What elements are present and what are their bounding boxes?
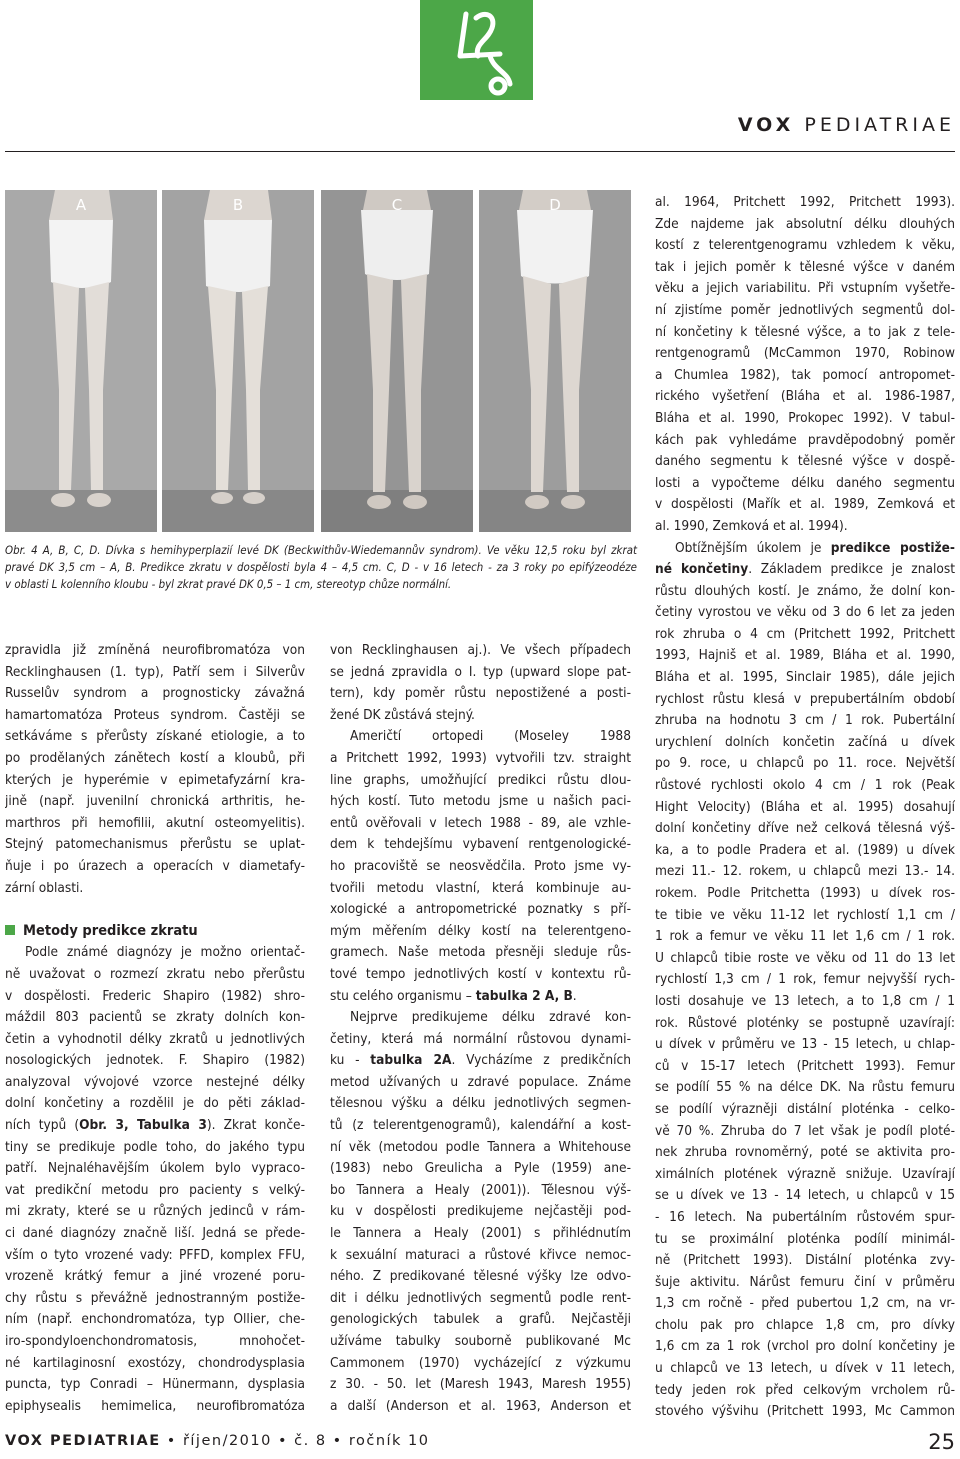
text-line <box>655 538 955 560</box>
text-line: mým měřením délky kostí na telerentgeno- <box>330 922 631 939</box>
text-line: patří. Nejnaléhavějším úkolem bylo vypraco- <box>5 1160 305 1177</box>
text-line: ného. Z predikované tělesné výšky lze odvo- <box>330 1268 631 1285</box>
table-reference: tabulka 2 A, B <box>475 987 573 1004</box>
text-line: né kartilaginosní exostózy, chondrodysplasia <box>5 1354 305 1371</box>
header-rule <box>5 151 955 152</box>
text-line: četiny, která má normální růstovou dynami- <box>330 1030 631 1047</box>
text-line: ku v dospělosti predikujeme nejčastěji pod- <box>330 1203 631 1220</box>
text-line: Hight Velocity) (Bláha et al. 1995) dosahují <box>655 798 955 815</box>
text-line: dolní končetiny a rozdělil je do pěti základ- <box>5 1095 305 1112</box>
text-line: setkáváme s přerůsty získané etiologie, a to <box>5 728 305 745</box>
text-line: rok zhruba o 4 cm (Pritchett 1992, Pritchett <box>655 625 955 642</box>
text-line: rok. Růstové ploténky se postupně uzavírají: <box>655 1014 955 1031</box>
text-line: al. 1964, Pritchett 1992, Pritchett 1993). <box>655 194 955 210</box>
text-line: Russelův syndrom a prognosticky závažná <box>5 685 305 702</box>
text-line: losti dosahuje ve 13 letech, a to 1,8 cm / 1 <box>655 992 955 1009</box>
text-line: line graphs, umožňující predikci růstu dlou- <box>330 771 631 788</box>
text-line: metod užívaných u zdravé populace. Známe <box>330 1073 631 1090</box>
text-line: Bláha et al. 1995, Sinclair 1985), dále jejich <box>655 669 955 686</box>
text-line: stového výšvihu (Pritchett 1993, Mc Cammon <box>655 1403 955 1420</box>
text-line: 1 rok a femur ve věku 11 let 1,6 cm / 1 rok. <box>655 928 955 945</box>
text-line: jině (např. juvenilní chronická arthritis, he- <box>5 793 305 810</box>
text-line: vším o tyto vrozené vady: PFFD, komplex FFU, <box>5 1246 305 1263</box>
text-line: šuje aktivitu. Nárůst femuru činí v průměru <box>655 1273 955 1290</box>
text-line: ci dané diagnózy značně liší. Jedná se přede- <box>5 1225 305 1242</box>
text-line: po prodělaných zánětech kostí a kloubů, při <box>5 749 305 766</box>
emphasis: né končetiny <box>655 561 749 578</box>
footer-bullet: • <box>332 1433 343 1449</box>
text-line: Podle známé diagnózy je možno orientač- <box>25 944 305 961</box>
text-line: ní věk (metodou podle Tannera a Whitehouse <box>330 1138 631 1155</box>
text-column-1 <box>5 640 305 1417</box>
text-line: von Recklinghausen aj.). Ve všech případech <box>330 642 631 658</box>
section-heading-text: Metody predikce zkratu <box>23 922 198 939</box>
text-line: al. 1990, Zemková et al. 1994). <box>655 517 848 534</box>
text-line: růstu dlouhých kostí. Je známo, že dolní kon- <box>655 582 955 599</box>
text-line: tové tempo jednotlivých kostí v kontextu rů- <box>330 965 631 982</box>
text-line: ců v 15-17 letech (Pritchett 1993). Femur <box>655 1057 955 1074</box>
page-number: 25 <box>928 1430 955 1454</box>
text-line: tvořili metodu vlastní, která kombinuje au- <box>330 879 631 896</box>
text-line: 1,6 cm za 1 rok (vrchol pro dolní končetiny je <box>655 1338 955 1355</box>
text-line: kách pak vyhledáme pravděpodobný poměr <box>655 431 955 448</box>
text-line: iro-spondyloenchondromatosis, mnohočet- <box>5 1333 305 1349</box>
caption-line: v oblasti L kolenního kloubu - byl zkrat pravé DK 0,5 – 1 cm, stereotyp chůze normální. <box>5 577 452 591</box>
figure-label-a: A <box>75 196 87 214</box>
text-line: se podílí výrazněji distální ploténka - celko- <box>655 1100 955 1117</box>
text-line: zpravidla již zmíněná neurofibromatóza von <box>5 642 305 658</box>
text-line: analyzoval vývojové vzorce nestejné délky <box>5 1073 305 1090</box>
figure-photo-d <box>479 190 631 532</box>
text-line: zhruba na hodnotu 3 cm / 1 rok. Pubertální <box>655 712 955 729</box>
footer-bullet: • <box>166 1433 177 1449</box>
figure-photo-c <box>321 190 473 532</box>
paragraph-gap <box>5 899 305 921</box>
text-line <box>5 1115 305 1137</box>
text-line: ní zjistíme poměr jednotlivých segmentů dol- <box>655 301 955 318</box>
text-line: epiphysealis hemimelica, neurofibromatóza <box>5 1397 305 1414</box>
text-line <box>330 986 631 1008</box>
text-fragment: Obtížnějším úkolem je <box>675 539 831 556</box>
text-line: zární oblasti. <box>5 879 84 896</box>
text-line: marthros při hemofilii, akutní osteomyelitis). <box>5 814 305 831</box>
text-line: se u dívek ve 13 - 14 letech, u chlapců v 15 <box>655 1187 955 1204</box>
text-line: ním (např. enchondromatóza, typ Ollier, che- <box>5 1311 305 1328</box>
text-line: ho pracoviště se neosvědčila. Proto jsme vy- <box>330 857 631 874</box>
text-line: nosologických jednotek. F. Shapiro (1982) <box>5 1052 305 1069</box>
text-line: ní končetiny k tělesné výšce, a to jak z tele- <box>655 323 955 340</box>
text-line: v dospělosti (Mařík et al. 1989, Zemková et <box>655 496 955 513</box>
table-reference: tabulka 2A <box>370 1052 452 1069</box>
text-line: Nejprve predikujeme délku zdravé kon- <box>350 1009 631 1026</box>
text-line: ně uvažovat o rozmezí zkratu nebo přerůstu <box>5 965 305 982</box>
text-line: 1993, Hajniš et al. 1989, Bláha et al. 1990, <box>655 647 955 664</box>
text-line: v dospělosti. Frederic Shapiro (1982) shro- <box>5 987 305 1004</box>
footer-brand: VOX PEDIATRIAE <box>5 1433 161 1449</box>
text-line: rychlostí 1,3 cm / 1 rok, femur nejvyšší rych- <box>655 971 955 988</box>
text-line: u chlapců ve 13 letech, u dívek v 11 letech, <box>655 1360 955 1377</box>
text-fragment: . <box>572 987 577 1004</box>
text-line: žené DK zůstává stejný. <box>330 706 475 723</box>
text-fragment: . Vycházíme z predikčních <box>451 1052 631 1069</box>
text-line: rokem. Podle Pritchetta (1993) u dívek ros- <box>655 885 955 901</box>
text-line: nek zhruba rovnoměrný, poté se aktivita pro- <box>655 1144 955 1161</box>
text-line: ximálních plotének výrazně snižuje. Uzavírají <box>655 1165 955 1182</box>
figure-photo-a <box>5 190 157 532</box>
text-line: vat predikční metodu pro pacienty s velký- <box>5 1181 305 1198</box>
text-line: urychlení dolních končetin začíná u dívek <box>655 733 955 750</box>
stethoscope-logo-icon <box>420 0 533 100</box>
text-line: bo Tannera a Healy (2001)). Tělesnou výš- <box>330 1181 631 1198</box>
section-heading <box>5 921 305 943</box>
text-line: Stejný patomechanismus přerůstu se uplat- <box>5 836 305 853</box>
text-line: ňuje i po úrazech a operacích v diametafy- <box>5 857 305 874</box>
text-line: gramech. Naše metoda přesněji sleduje růs- <box>330 944 631 961</box>
journal-logo <box>420 0 533 100</box>
text-line: losti a vypočteme délku daného segmentu <box>655 474 955 491</box>
emphasis: predikce postiže- <box>830 539 955 556</box>
text-column-2 <box>330 640 631 1417</box>
text-line: rychlost růstu klesá v prepubertálním období <box>655 690 955 707</box>
footer-bullet: • <box>277 1433 289 1449</box>
text-line: k sexuální maturaci a růstové křivce nemoc- <box>330 1246 631 1263</box>
text-line: entů ověřovali v letech 1988 - 89, ale vzhle- <box>330 814 631 831</box>
text-line: cholu pak pro chlapce 1,8 cm, pro dívky <box>655 1316 955 1333</box>
text-line: vrozeně krátký femur a jiné vrozené poru- <box>5 1268 305 1285</box>
text-line: genologických tabulek a grafů. Nejčastěji <box>330 1311 631 1328</box>
text-line: a další (Anderson et al. 1963, Anderson et <box>330 1397 631 1414</box>
page-footer <box>5 1433 430 1449</box>
text-line: le Tannera a Healy (2001) s přihlédnutím <box>330 1225 631 1242</box>
figure-label-d: D <box>549 196 561 214</box>
text-line: tělesnou výšku a délku jednotlivých segmen- <box>330 1095 631 1112</box>
text-line: užíváme tabulky souborně publikované Mc <box>330 1333 631 1349</box>
text-line: rického vyšetření (Bláha et al. 1986-1987, <box>655 388 955 405</box>
figure-caption <box>5 542 637 593</box>
text-line: dolní končetiny dříve než celková tělesná výš- <box>655 820 955 837</box>
text-line: u dívek v průměru ve 13 - 15 letech, u chlap- <box>655 1036 955 1053</box>
text-line: věku a jejich variabilitu. Při vstupním vyšetře- <box>655 280 955 297</box>
brand-bold: VOX <box>737 114 795 136</box>
figure-photo-b <box>162 190 314 532</box>
text-line: Bláha et al. 1990, Prokopec 1992). V tabul- <box>655 409 955 426</box>
text-line: po 9. roce, u chlapců po 11. roce. Největší <box>655 755 955 772</box>
text-line: Cammonem (1970) vycházející z výzkumu <box>330 1354 631 1371</box>
figure-label-b: B <box>232 196 244 214</box>
footer-issue-date: říjen/2010 <box>182 1433 272 1449</box>
text-fragment: ních typů ( <box>5 1117 80 1134</box>
text-line: se jedná zpravidla o I. typ (upward slope pat- <box>330 663 631 680</box>
brand-light: PEDIATRIAE <box>804 114 955 136</box>
text-line: četin a vyhodnotil délky zkratů u jednotlivých <box>5 1030 305 1047</box>
text-line: z 30. - 50. let (Maresh 1943, Maresh 1955) <box>330 1376 631 1393</box>
text-line <box>330 1050 631 1072</box>
text-line: mezi 11.- 12. rokem, u chlapců mezi 13.- 14. <box>655 863 955 880</box>
text-fragment: ku - <box>330 1052 371 1069</box>
text-line: tak i jejich poměr k tělesné výšce v daném <box>655 258 955 275</box>
text-fragment: . Základem predikce je znalost <box>748 561 955 578</box>
footer-issue-number: č. 8 <box>294 1433 327 1449</box>
text-line: hamartomatóza Proteus syndrom. Častěji se <box>5 706 305 723</box>
text-line: chy růstu s převážně jednostranným postiže- <box>5 1289 305 1306</box>
text-line: kterých je hyperémie v epimetafyzární kra- <box>5 771 305 788</box>
text-line: te tibie ve věku 11-12 let rychlostí 1,1 cm / <box>655 906 955 923</box>
text-line: a Chumlea 1982), tak pomocí antropomet- <box>655 366 955 383</box>
text-line: dit i délku jednotlivých segmentů podle rent- <box>330 1289 631 1306</box>
text-line: se podílí 55 % na délce DK. Na růstu femuru <box>655 1079 955 1096</box>
text-fragment: stu celého organismu – <box>330 987 476 1004</box>
text-line: U chlapců tibie roste ve věku od 11 do 13 let <box>655 949 955 966</box>
text-line: hých kostí. Tuto metodu jsme u našich paci- <box>330 793 631 810</box>
text-line: daného segmentu k tělesné výšce v dospě- <box>655 453 955 470</box>
figure-reference: Obr. 3, Tabulka 3 <box>79 1117 207 1134</box>
text-line: puncta, typ Conradi – Hünermann, dysplasia <box>5 1376 305 1393</box>
text-line: - 16 letech. Na pubertálním růstovém spur- <box>655 1208 955 1225</box>
text-line: tern), kdy poměr růstu nepostižené a posti- <box>330 685 631 702</box>
text-line: kostí z telerentgenogramu vzhledem k věku, <box>655 237 955 254</box>
text-line: xologické a antropometrické poznatky s pří- <box>330 901 631 918</box>
text-line: Zde najdeme jak absolutní délku dlouhých <box>655 215 955 232</box>
text-fragment: ). Zkrat konče- <box>206 1117 305 1134</box>
text-line: Recklinghausen (1. typ), Patří sem i Silverův <box>5 663 305 680</box>
text-line: ně (Pritchett 1993). Distální ploténka zvy- <box>655 1252 955 1269</box>
caption-line: pravé DK 3,5 cm – A, B. Predikce zkratu v dospělosti byla 4 – 4,5 cm. C, D - v 16 letech - za 3 roky po epifýzeodéze <box>5 560 637 574</box>
text-line: četiny vyrostou ve věku od 3 do 6 let za jeden <box>655 604 955 621</box>
text-line: růstové rychlosti okolo 4 cm / 1 rok (Peak <box>655 777 955 794</box>
text-line: tiny se predikuje podle toho, do jakého typu <box>5 1138 305 1155</box>
text-line: tedy jeden rok před celkovým vrcholem rů- <box>655 1381 955 1398</box>
text-line: vě 70 %. Zhruba do 7 let však je podíl ploté- <box>655 1122 955 1139</box>
heading-square-icon <box>5 925 15 935</box>
text-line: mi zkraty, které se u různých jedinců v rám- <box>5 1203 305 1220</box>
text-line: dem k tehdejšímu vybavení rentgenologické- <box>330 836 631 853</box>
journal-header <box>0 114 955 136</box>
text-line: tu se proximální ploténka podílí minimál- <box>655 1230 955 1247</box>
text-line: máždil 803 pacientů se zkraty dolních kon- <box>5 1009 305 1026</box>
text-line: a Pritchett 1992, 1993) vytvořili tzv. straight <box>330 749 631 766</box>
text-line <box>655 559 955 581</box>
text-line: 1,3 cm ročně - před pubertou 1,2 cm, na vr- <box>655 1295 955 1312</box>
text-line: tů (z telerentgenogramů), kalendářní a kost- <box>330 1117 631 1134</box>
caption-line: Obr. 4 A, B, C, D. Dívka s hemihyperplazií levé DK (Beckwithův-Wiedemannův syndrom). Ve věku 12,5 roku byl zkrat <box>5 543 637 557</box>
figure-label-c: C <box>391 196 403 214</box>
text-line: rentgenogramů (McCammon 1970, Robinow <box>655 345 955 362</box>
text-line: (1983) nebo Greulicha a Pyle (1959) ane- <box>330 1160 631 1177</box>
footer-volume: ročník 10 <box>348 1433 430 1449</box>
text-column-3 <box>655 192 955 1423</box>
text-line: ka, a to podle Pradera et al. (1989) u dívek <box>655 841 955 858</box>
text-line: Američtí ortopedi (Moseley 1988 <box>350 728 631 745</box>
